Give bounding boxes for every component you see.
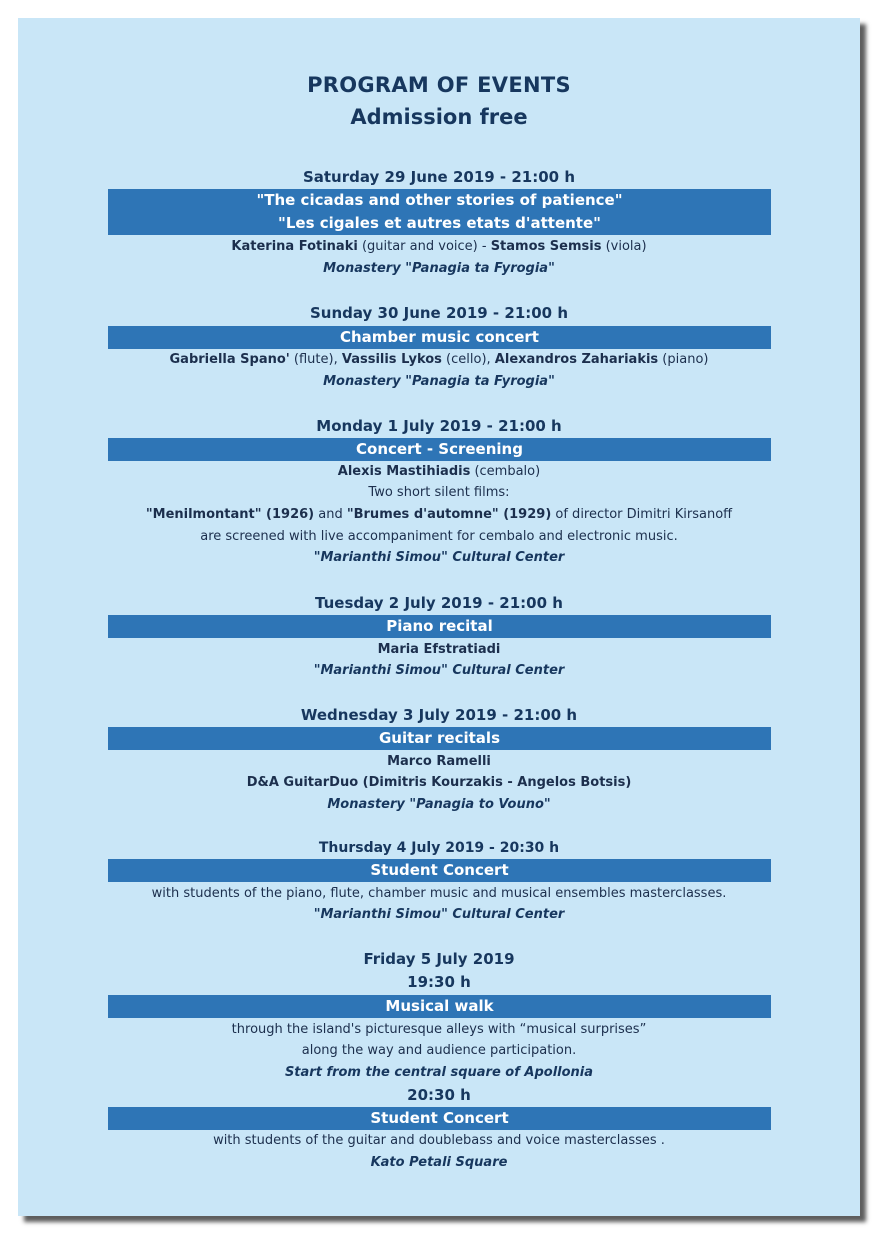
- performer-name: Alexandros Zahariakis: [494, 352, 659, 367]
- event-performers: [18, 239, 860, 254]
- event-title: Musical walk: [385, 997, 494, 1015]
- event-title-bar: [108, 326, 771, 349]
- event-title-bar: [108, 995, 771, 1018]
- film-title: "Menilmontant" (1926): [145, 507, 315, 522]
- event-description: [18, 507, 860, 522]
- performer-role: (flute),: [289, 352, 342, 367]
- admission-subtitle: Admission free: [350, 105, 528, 129]
- event-performers: [18, 352, 860, 367]
- director-text: of director Dimitri Kirsanoff: [551, 507, 733, 522]
- event-title: "Les cigales et autres etats d'attente": [278, 214, 601, 232]
- event-description: with students of the piano, flute, chamber music and musical ensembles masterclasses.: [151, 886, 727, 901]
- program-title: PROGRAM OF EVENTS: [307, 73, 571, 97]
- event-performers: [18, 464, 860, 479]
- event-description: Two short silent films:: [368, 485, 510, 500]
- event-title: Student Concert: [370, 1109, 509, 1127]
- program-poster: [18, 18, 860, 1216]
- event-date: Monday 1 July 2019 - 21:00 h: [316, 417, 562, 435]
- event-performers: Marco Ramelli: [387, 754, 491, 769]
- performer-role: (cembalo): [470, 464, 541, 479]
- event-performers: Maria Efstratiadi: [377, 642, 501, 657]
- event-venue: Monastery "Panagia ta Fyrogia": [323, 374, 555, 389]
- event-title-bar: [108, 438, 771, 461]
- film-title: "Brumes d'automne" (1929): [346, 507, 552, 522]
- event-venue: Monastery "Panagia to Vouno": [327, 797, 551, 812]
- event-date: Thursday 4 July 2019 - 20:30 h: [318, 840, 560, 856]
- performer-name: Katerina Fotinaki: [231, 239, 358, 254]
- event-time: 19:30 h: [407, 973, 471, 991]
- event-title: Piano recital: [386, 617, 493, 635]
- event-performers: D&A GuitarDuo (Dimitris Kourzakis - Angelos Botsis): [246, 775, 632, 790]
- event-description: through the island's picturesque alleys with “musical surprises”: [231, 1022, 647, 1037]
- connector-text: and: [314, 507, 347, 522]
- event-title-bar: [108, 615, 771, 638]
- event-time: 20:30 h: [407, 1086, 471, 1104]
- performer-name: Alexis Mastihiadis: [337, 464, 471, 479]
- performer-name: Gabriella Spano': [169, 352, 290, 367]
- performer-role: (guitar and voice) -: [357, 239, 491, 254]
- performer-name: Stamos Semsis: [490, 239, 602, 254]
- performer-role: (cello),: [441, 352, 495, 367]
- event-title-bar: [108, 189, 771, 235]
- event-venue: Monastery "Panagia ta Fyrogia": [323, 261, 555, 276]
- event-date: Tuesday 2 July 2019 - 21:00 h: [315, 594, 563, 612]
- event-title: Chamber music concert: [340, 328, 539, 346]
- event-title: "The cicadas and other stories of patience": [256, 191, 623, 209]
- event-venue: "Marianthi Simou" Cultural Center: [313, 550, 565, 565]
- event-venue: Kato Petali Square: [370, 1155, 508, 1170]
- performer-name: Vassilis Lykos: [341, 352, 442, 367]
- performer-role: (piano): [658, 352, 709, 367]
- event-title: Student Concert: [370, 861, 509, 879]
- event-description: with students of the guitar and doublebass and voice masterclasses .: [213, 1133, 665, 1148]
- event-venue: "Marianthi Simou" Cultural Center: [313, 907, 565, 922]
- event-date: Friday 5 July 2019: [363, 950, 515, 968]
- event-description: are screened with live accompaniment for cembalo and electronic music.: [200, 529, 678, 544]
- event-venue: Start from the central square of Apollonia: [284, 1065, 594, 1080]
- event-title-bar: [108, 727, 771, 750]
- event-title-bar: [108, 1107, 771, 1130]
- event-description: along the way and audience participation.: [301, 1043, 577, 1058]
- event-date: Sunday 30 June 2019 - 21:00 h: [309, 304, 569, 322]
- event-date: Wednesday 3 July 2019 - 21:00 h: [300, 706, 578, 724]
- event-title-bar: [108, 859, 771, 882]
- performer-role: (viola): [601, 239, 647, 254]
- event-date: Saturday 29 June 2019 - 21:00 h: [302, 168, 576, 186]
- event-title: Guitar recitals: [378, 729, 500, 747]
- event-venue: "Marianthi Simou" Cultural Center: [313, 663, 565, 678]
- event-title: Concert - Screening: [356, 440, 523, 458]
